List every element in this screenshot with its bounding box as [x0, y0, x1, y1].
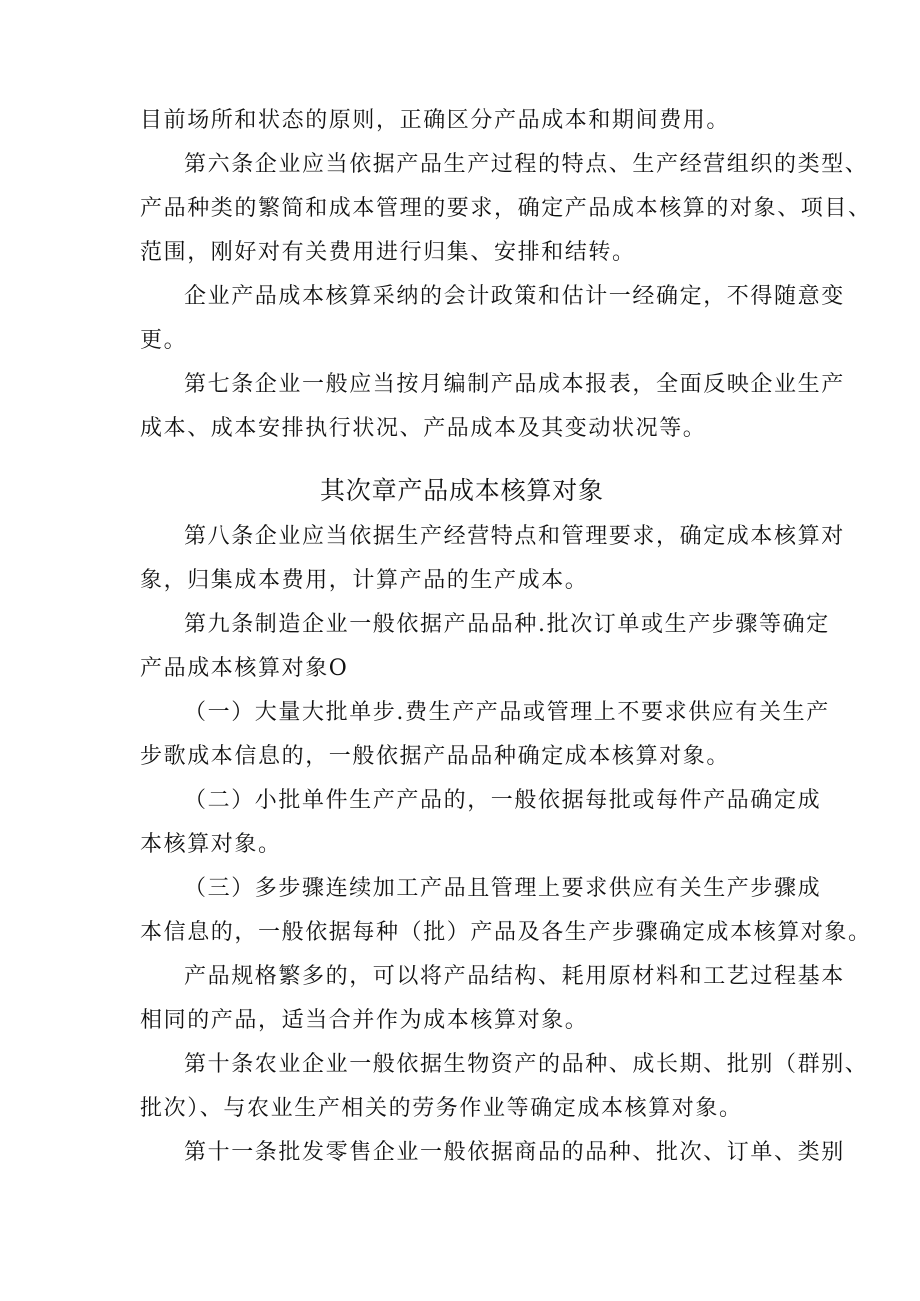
text-line: 象，归集成本费用，计算产品的生产成本。 [140, 568, 589, 593]
text-line: 企业产品成本核算采纳的会计政策和估计一经确定，不得随意变 [184, 284, 845, 309]
text-line: （二）小批单件生产产品的，一般依据每批或每件产品确定成 [184, 788, 822, 813]
text-line: 第八条企业应当依据生产经营特点和管理要求，确定成本核算对 [184, 524, 845, 549]
text-line: 步歌成本信息的，一般依据产品品种确定成本核算对象。 [140, 744, 731, 769]
text-line: 更。 [140, 328, 188, 353]
text-line: 成本、成本安排执行状况、产品成本及其变动状况等。 [140, 416, 707, 441]
text-line: （三）多步骤连续加工产品且管理上要求供应有关生产步骤成 [184, 876, 822, 901]
text-line: 批次）、与农业生产相关的劳务作业等确定成本核算对象。 [140, 1096, 743, 1121]
text-line: 第十一条批发零售企业一般依据商品的品种、批次、订单、类别 [184, 1140, 845, 1165]
text-line: 目前场所和状态的原则，正确区分产品成本和期间费用。 [140, 108, 731, 133]
text-line: 第七条企业一般应当按月编制产品成本报表，全面反映企业生产 [184, 372, 845, 397]
text-line: 第九条制造企业一般依据产品品种.批次订单或生产步骤等确定 [184, 612, 830, 637]
text-line: 产品成本核算对象O [140, 656, 349, 681]
text-line: 产品规格繁多的，可以将产品结构、耗用原材料和工艺过程基本 [184, 964, 845, 989]
text-line: 相同的产品，适当合并作为成本核算对象。 [140, 1008, 589, 1033]
chapter-heading: 其次章产品成本核算对象 [320, 476, 604, 505]
text-line: 第十条农业企业一般依据生物资产的品种、成长期、批别（群别、 [184, 1052, 869, 1077]
text-line: 产品种类的繁简和成本管理的要求，确定产品成本核算的对象、项目、 [140, 196, 872, 221]
text-line: 范围，刚好对有关费用进行归集、安排和结转。 [140, 240, 636, 265]
text-line: 本信息的，一般依据每种（批）产品及各生产步骤确定成本核算对象。 [140, 920, 872, 945]
text-line: 第六条企业应当依据产品生产过程的特点、生产经营组织的类型、 [184, 152, 869, 177]
text-line: 本核算对象。 [140, 832, 282, 857]
text-line: （一）大量大批单步.费生产产品或管理上不要求供应有关生产 [184, 700, 830, 725]
